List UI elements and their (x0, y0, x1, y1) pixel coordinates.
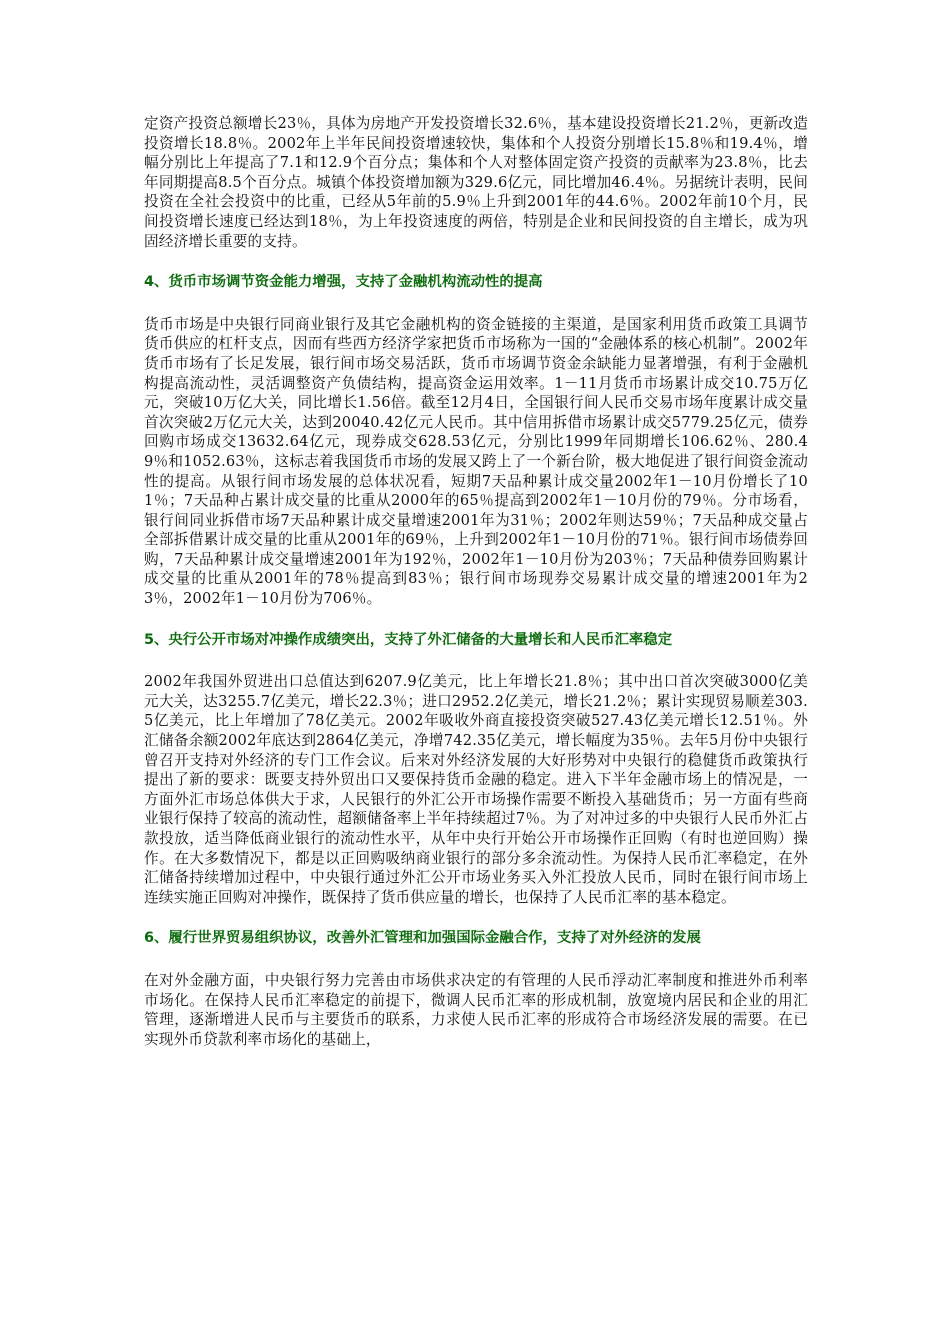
paragraph-open-market-operations: 2002年我国外贸进出口总值达到6207.9亿美元，比上年增长21.8％；其中出口首次突破3000亿美元大关，达3255.7亿美元，增长22.3％；进口2952.2亿美元，增长21.2％；累计实现贸易顺差303.5亿美元，比上年增加了78亿美元。2002年吸收外商直接投资突破527.43亿美元增长12.51％。外汇储备余额2002年底达到2864亿美元，净增742.35亿美元，增长幅度为35％。去年5月份中央银行曾召开支持对外经济的专门工作会议。后来对外经济发展的大好形势对中央银行的稳健货币政策执行提出了新的要求：既要支持外贸出口又要保持货币金融的稳定。进入下半年金融市场上的情况是，一方面外汇市场总体供大于求，人民银行的外汇公开市场操作需要不断投入基础货币；另一方面有些商业银行保持了较高的流动性，超额储备率上半年持续超过7％。为了对冲过多的中央银行人民币外汇占款投放，适当降低商业银行的流动性水平，从年中央行开始公开市场操作正回购（有时也逆回购）操作。在大多数情况下，都是以正回购吸纳商业银行的部分多余流动性。为保持人民币汇率稳定，在外汇储备持续增加过程中，中央银行通过外汇公开市场业务买入外汇投放人民币，同时在银行间市场上连续实施正回购对冲操作，既保持了货币供应量的增长，也保持了人民币汇率的基本稳定。 (144, 673, 808, 906)
paragraph-money-market: 货币市场是中央银行同商业银行及其它金融机构的资金链接的主渠道，是国家利用货币政策工具调节货币供应的杠杆支点，因而有些西方经济学家把货币市场称为一国的“金融体系的核心机制”。2002年货币市场有了长足发展，银行间市场交易活跃，货币市场调节资金余缺能力显著增强，有利于金融机构提高流动性，灵活调整资产负债结构，提高资金运用效率。1－11月货币市场累计成交10.75万亿元，突破10万亿大关，同比增长1.56倍。截至12月4日，全国银行间人民币交易市场年度累计成交量首次突破2万亿元大关，达到20040.42亿元人民币。其中信用拆借市场累计成交5779.25亿元，债券回购市场成交13632.64亿元，现券成交628.53亿元，分别比1999年同期增长106.62％、280.49％和1052.63％，这标志着我国货币市场的发展又跨上了一个新台阶，极大地促进了银行间资金流动性的提高。从银行间市场发展的总体状况看，短期7天品种累计成交量2002年1－10月份增长了101％；7天品种占累计成交量的比重从2000年的65％提高到2002年1－10月份的79％。分市场看，银行间同业拆借市场7天品种累计成交量增速2001年为31％；2002年则达59％；7天品种成交量占全部拆借累计成交量的比重从2001年的69％，上升到2002年1－10月份的71％。银行间市场债券回购，7天品种累计成交量增速2001年为192％，2002年1－10月份为203％；7天品种债券回购累计成交量的比重从2001年的78％提高到83％；银行间市场现券交易累计成交量的增速2001年为23％，2002年1－10月份为706％。 (144, 315, 808, 608)
paragraph-investment-growth: 定资产投资总额增长23％，具体为房地产开发投资增长32.6％，基本建设投资增长21.2％，更新改造投资增长18.8％。2002年上半年民间投资增速较快，集体和个人投资分别增长15.8％和19.4％，增幅分别比上年提高了7.1和12.9个百分点；集体和个人对整体固定资产投资的贡献率为23.8％，比去年同期提高8.5个百分点。城镇个体投资增加额为329.6亿元，同比增加46.4％。另据统计表明，民间投资在全社会投资中的比重，已经从5年前的5.9％上升到2001年的44.6％。2002年前10个月，民间投资增长速度已经达到18％，为上年投资速度的两倍，特别是企业和民间投资的自主增长，成为巩固经济增长重要的支持。 (144, 115, 809, 250)
spacer (144, 650, 808, 672)
section-heading-4: 4、货币市场调节资金能力增强，支持了金融机构流动性的提高 (144, 274, 543, 291)
spacer (144, 907, 808, 929)
spacer (144, 293, 808, 315)
spacer (144, 609, 808, 631)
section-heading-5: 5、央行公开市场对冲操作成绩突出，支持了外汇储备的大量增长和人民币汇率稳定 (144, 631, 673, 648)
paragraph-foreign-finance: 在对外金融方面，中央银行努力完善由市场供求决定的有管理的人民币浮动汇率制度和推进外币利率市场化。在保持人民币汇率稳定的前提下，微调人民币汇率的形成机制，放宽境内居民和企业的用汇管理，逐渐增进人民币与主要货币的联系，力求使人民币汇率的形成符合市场经济发展的需要。在已实现外币贷款利率市场化的基础上， (144, 971, 808, 1048)
document-page (144, 114, 808, 1049)
section-heading-6: 6、履行世界贸易组织协议，改善外汇管理和加强国际金融合作，支持了对外经济的发展 (144, 930, 701, 947)
spacer (144, 949, 808, 971)
spacer (144, 251, 808, 273)
